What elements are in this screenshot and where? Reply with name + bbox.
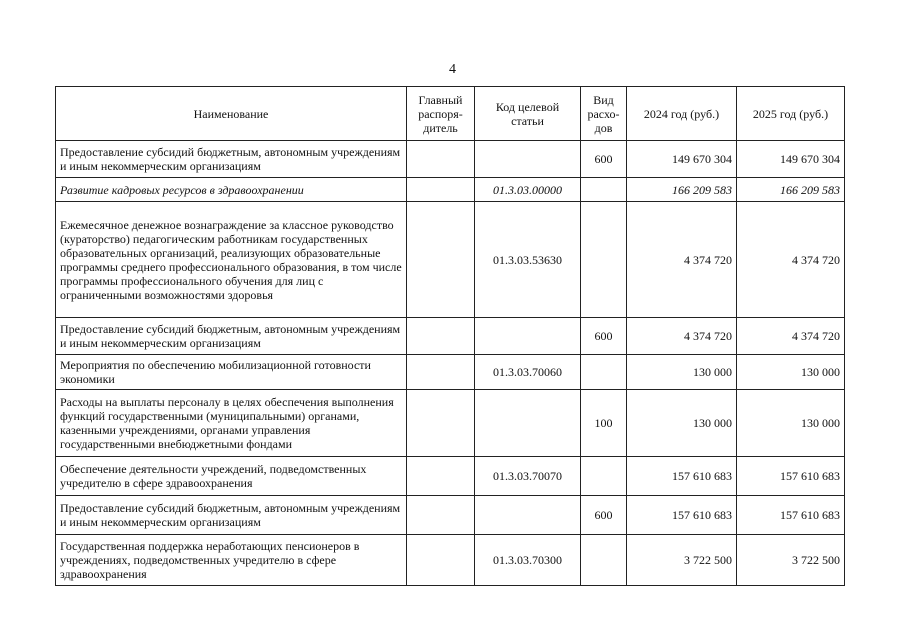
cell-type (581, 202, 627, 318)
cell-manager (407, 535, 475, 586)
cell-name: Государственная поддержка неработающих пенсионеров в учреждениях, подведомственных учредителю в сфере здравоохранения (56, 535, 407, 586)
cell-name: Предоставление субсидий бюджетным, автономным учреждениям и иным некоммерческим организациям (56, 496, 407, 535)
cell-name: Предоставление субсидий бюджетным, автономным учреждениям и иным некоммерческим организациям (56, 318, 407, 355)
cell-manager (407, 390, 475, 457)
cell-2025: 157 610 683 (737, 496, 845, 535)
cell-name: Предоставление субсидий бюджетным, автономным учреждениям и иным некоммерческим организациям (56, 141, 407, 178)
header-2025: 2025 год (руб.) (737, 87, 845, 141)
cell-code: 01.3.03.00000 (475, 178, 581, 202)
table-row (56, 178, 845, 202)
cell-code: 01.3.03.70060 (475, 355, 581, 390)
cell-type: 600 (581, 496, 627, 535)
cell-manager (407, 178, 475, 202)
table-row (56, 318, 845, 355)
cell-manager (407, 202, 475, 318)
cell-2024: 3 722 500 (627, 535, 737, 586)
cell-2025: 4 374 720 (737, 318, 845, 355)
cell-type: 600 (581, 318, 627, 355)
cell-code (475, 318, 581, 355)
cell-2024: 157 610 683 (627, 457, 737, 496)
table-row (56, 535, 845, 586)
header-manager: Главный распоря-дитель (407, 87, 475, 141)
cell-name: Расходы на выплаты персоналу в целях обеспечения выполнения функций государственными (муниципальными) органами, казенными учреждениями, органами управления государственными внебюджетными фондами (56, 390, 407, 457)
cell-manager (407, 355, 475, 390)
budget-table (55, 86, 845, 586)
cell-name: Развитие кадровых ресурсов в здравоохранении (56, 178, 407, 202)
cell-code (475, 141, 581, 178)
cell-2025: 130 000 (737, 390, 845, 457)
cell-2025: 157 610 683 (737, 457, 845, 496)
cell-type (581, 457, 627, 496)
cell-type: 100 (581, 390, 627, 457)
header-type: Вид расхо-дов (581, 87, 627, 141)
cell-code: 01.3.03.70300 (475, 535, 581, 586)
cell-name: Ежемесячное денежное вознаграждение за классное руководство (кураторство) педагогическим работникам государственных образовательных организаций, реализующих образовательные программы среднего профессионального образования, в том числе программы профессионального обучения для лиц с ограниченными возможностями здоровья (56, 202, 407, 318)
header-name: Наименование (56, 87, 407, 141)
cell-type: 600 (581, 141, 627, 178)
cell-manager (407, 141, 475, 178)
cell-2024: 130 000 (627, 390, 737, 457)
cell-2024: 4 374 720 (627, 318, 737, 355)
header-row (56, 87, 845, 141)
table-row (56, 457, 845, 496)
cell-code (475, 390, 581, 457)
header-code: Код целевой статьи (475, 87, 581, 141)
cell-code (475, 496, 581, 535)
cell-2025: 130 000 (737, 355, 845, 390)
cell-manager (407, 457, 475, 496)
cell-2024: 4 374 720 (627, 202, 737, 318)
cell-name: Мероприятия по обеспечению мобилизационной готовности экономики (56, 355, 407, 390)
cell-2024: 166 209 583 (627, 178, 737, 202)
page-number: 4 (449, 62, 456, 77)
cell-code: 01.3.03.53630 (475, 202, 581, 318)
cell-2025: 4 374 720 (737, 202, 845, 318)
cell-2024: 130 000 (627, 355, 737, 390)
cell-type (581, 355, 627, 390)
header-2024: 2024 год (руб.) (627, 87, 737, 141)
cell-2025: 149 670 304 (737, 141, 845, 178)
table-row (56, 141, 845, 178)
table-row (56, 202, 845, 318)
cell-2025: 3 722 500 (737, 535, 845, 586)
cell-2024: 157 610 683 (627, 496, 737, 535)
cell-manager (407, 496, 475, 535)
table-row (56, 496, 845, 535)
table-row (56, 390, 845, 457)
table-row (56, 355, 845, 390)
cell-type (581, 178, 627, 202)
cell-name: Обеспечение деятельности учреждений, подведомственных учредителю в сфере здравоохранения (56, 457, 407, 496)
cell-manager (407, 318, 475, 355)
cell-code: 01.3.03.70070 (475, 457, 581, 496)
cell-type (581, 535, 627, 586)
cell-2024: 149 670 304 (627, 141, 737, 178)
cell-2025: 166 209 583 (737, 178, 845, 202)
